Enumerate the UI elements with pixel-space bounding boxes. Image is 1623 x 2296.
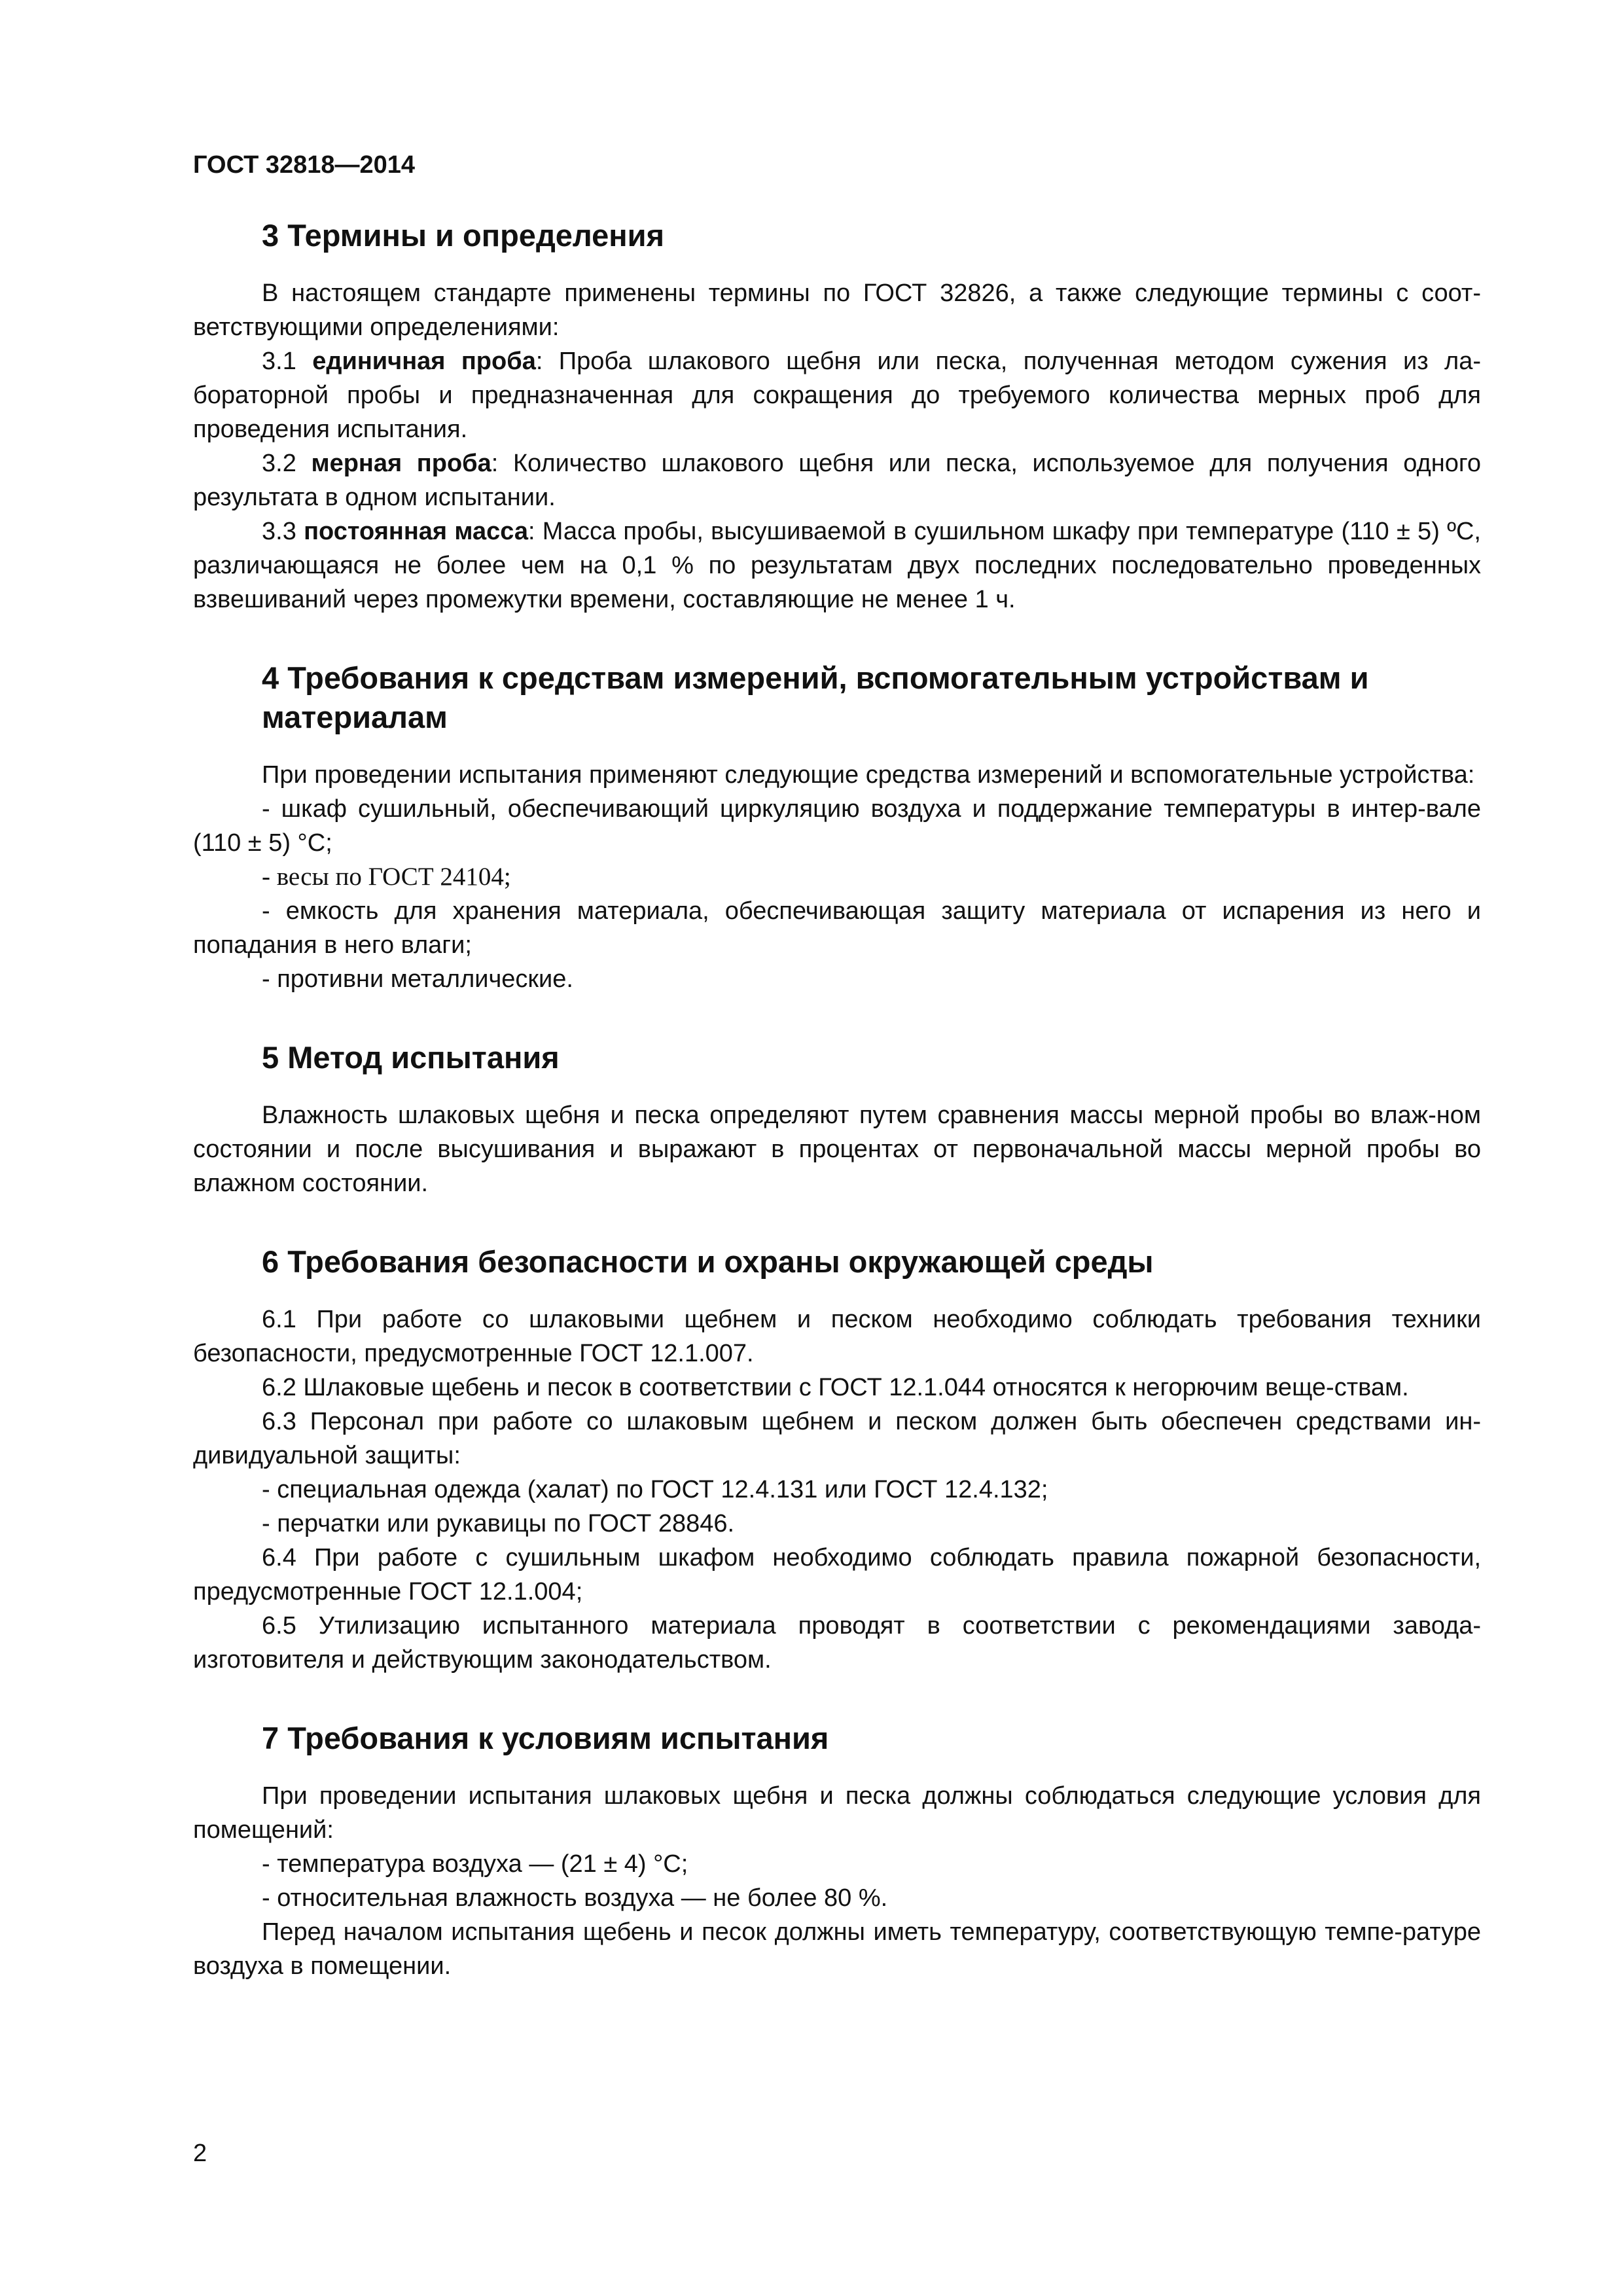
section [193,658,1481,996]
paragraph [193,860,1481,894]
paragraph-text: - относительная влажность воздуха — не более 80 %. [262,1884,888,1912]
paragraph [193,1473,1481,1507]
paragraph [193,1507,1481,1541]
term: мерная проба [311,450,491,477]
paragraph [193,1881,1481,1915]
document-body [193,216,1481,1983]
paragraph [193,1098,1481,1200]
paragraph-text: 3.1 [262,348,313,375]
paragraph-text: 6.3 Персонал при работе со шлаковым щебнем и песком должен быть обеспечен средствами ин-дивидуальной защиты: [193,1408,1481,1469]
section-heading: 7 Требования к условиям испытания [262,1721,829,1755]
paragraph-text: 6.4 При работе с сушильным шкафом необходимо соблюдать правила пожарной безопасности, предусмотренные ГОСТ 12.1.004; [193,1544,1481,1605]
paragraph [193,514,1481,617]
paragraph [193,1609,1481,1677]
paragraph-text: - емкость для хранения материала, обеспечивающая защиту материала от испарения из него и попадания в него влаги; [193,897,1481,959]
paragraph-text: 3.3 [262,518,304,545]
paragraph [193,962,1481,996]
paragraph [193,1779,1481,1847]
paragraph-text: : Количество шлакового щебня или песка, используемое для получения одного результата в одном испытании. [193,450,1481,511]
paragraph [193,792,1481,860]
section-heading: 4 Требования к средствам измерений, вспомогательным устройствам и материалам [262,660,1369,734]
paragraph-text: 3.2 [262,450,312,477]
paragraph [193,446,1481,514]
section [193,216,1481,617]
paragraph-text: Перед началом испытания щебень и песок должны иметь температуру, соответствующую темпе-ратуре воздуха в помещении. [193,1918,1481,1980]
paragraph-text: - специальная одежда (халат) по ГОСТ 12.4.131 или ГОСТ 12.4.132; [262,1476,1048,1503]
paragraph-text: 6.5 Утилизацию испытанного материала проводят в соответствии с рекомендациями завода-изготовителя и действующим законодательством. [193,1612,1481,1674]
paragraph [193,1405,1481,1473]
paragraph [193,894,1481,962]
paragraph [193,1371,1481,1405]
paragraph-text: - перчатки или рукавицы по ГОСТ 28846. [262,1510,735,1537]
paragraph-text: - шкаф сушильный, обеспечивающий циркуляцию воздуха и поддержание температуры в интер-вале (110 ± 5) °С; [193,795,1481,857]
paragraph [193,758,1481,792]
document-header: ГОСТ 32818—2014 [193,151,416,179]
section [193,1038,1481,1200]
section-heading: 6 Требования безопасности и охраны окружающей среды [262,1244,1154,1279]
paragraph [193,1541,1481,1609]
paragraph-text: - противни металлические. [262,965,573,993]
paragraph-text: Влажность шлаковых щебня и песка определяют путем сравнения массы мерной пробы во влаж-ном состоянии и после высушивания и выражают в процентах от первоначальной массы мерной пробы во влажном состоянии. [193,1102,1481,1197]
paragraph-text: 6.2 Шлаковые щебень и песок в соответствии с ГОСТ 12.1.044 относятся к негорючим веще-ствам. [262,1374,1409,1401]
paragraph [193,1302,1481,1371]
paragraph [193,276,1481,344]
term: единичная проба [312,348,536,375]
section [193,1719,1481,1983]
document-page [193,148,1481,2025]
paragraph-text: При проведении испытания шлаковых щебня и песка должны соблюдаться следующие условия для помещений: [193,1782,1481,1844]
paragraph-text: - температура воздуха — (21 ± 4) °С; [262,1850,688,1878]
section-heading: 5 Метод испытания [262,1040,560,1075]
paragraph [193,1915,1481,1983]
paragraph [193,1847,1481,1881]
page-number: 2 [193,2140,207,2167]
paragraph-text: 6.1 При работе со шлаковыми щебнем и песком необходимо соблюдать требования техники безопасности, предусмотренные ГОСТ 12.1.007. [193,1306,1481,1367]
section [193,1242,1481,1677]
paragraph-text: - весы по ГОСТ 24104; [262,863,511,891]
paragraph [193,344,1481,446]
paragraph-text: При проведении испытания применяют следующие средства измерений и вспомогательные устройства: [262,761,1475,789]
paragraph-text: : Проба шлакового щебня или песка, полученная методом сужения из ла-бораторной пробы и предназначенная для сокращения до требуемого количества мерных проб для проведения испытания. [193,348,1481,443]
section-heading: 3 Термины и определения [262,218,664,253]
paragraph-text: : Масса пробы, высушиваемой в сушильном шкафу при температуре (110 ± 5) ºС, различающаяся не более чем на 0,1 % по результатам двух последних последовательно проведенных взвешиваний через промежутки времени, составляющие не менее 1 ч. [193,518,1481,613]
paragraph-text: В настоящем стандарте применены термины по ГОСТ 32826, а также следующие термины с соот-ветствующими определениями: [193,279,1481,341]
term: постоянная масса [304,518,528,545]
